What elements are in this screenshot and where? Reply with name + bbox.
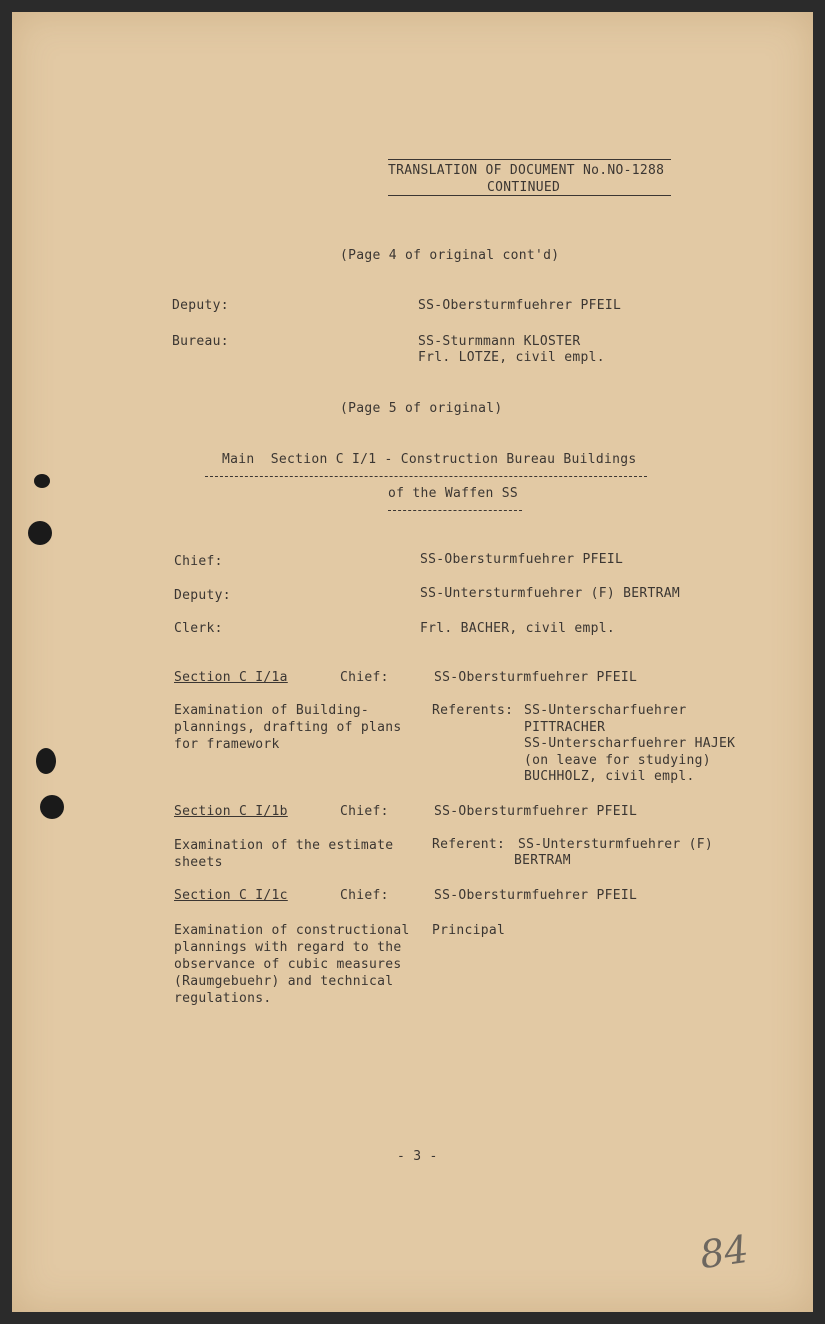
deputy-value: SS-Untersturmfuehrer (F) BERTRAM (420, 586, 681, 601)
document-page (12, 12, 813, 1312)
subsection-desc: (Raumgebuehr) and technical (174, 974, 394, 989)
subsection-desc: Examination of constructional (174, 923, 410, 938)
page-number: - 3 - (397, 1149, 438, 1164)
referent-line: SS-Unterscharfuehrer HAJEK (524, 736, 736, 751)
subsection-desc: for framework (174, 737, 280, 752)
subsection-name: Section C I/1a (174, 670, 288, 685)
page-note: (Page 4 of original cont'd) (340, 248, 560, 263)
bureau-label: Bureau: (172, 334, 229, 349)
subsection-chief-value: SS-Obersturmfuehrer PFEIL (434, 670, 638, 685)
subsection-name: Section C I/1b (174, 804, 288, 819)
subsection-desc: regulations. (174, 991, 272, 1006)
referent-label: Referent: (432, 837, 506, 852)
subsection-chief-value: SS-Obersturmfuehrer PFEIL (434, 888, 638, 903)
subsection-name: Section C I/1c (174, 888, 288, 903)
document-subtitle: CONTINUED (487, 180, 561, 195)
subsection-desc: Examination of the estimate (174, 838, 394, 853)
bureau-value: SS-Sturmmann KLOSTER (418, 334, 581, 349)
subsection-desc: plannings with regard to the (174, 940, 402, 955)
subsection-chief-value: SS-Obersturmfuehrer PFEIL (434, 804, 638, 819)
punch-hole (40, 795, 64, 819)
referents-label: Referents: (432, 703, 514, 718)
subsection-desc: plannings, drafting of plans (174, 720, 402, 735)
clerk-label: Clerk: (174, 621, 223, 636)
subsection-desc: sheets (174, 855, 223, 870)
referent-line: BERTRAM (514, 853, 571, 868)
punch-hole (36, 748, 56, 774)
subsection-chief-label: Chief: (340, 804, 389, 819)
clerk-value: Frl. BACHER, civil empl. (420, 621, 616, 636)
punch-hole (28, 521, 52, 545)
deputy-value: SS-Obersturmfuehrer PFEIL (418, 298, 622, 313)
subsection-chief-label: Chief: (340, 888, 389, 903)
referent-line: SS-Unterscharfuehrer (524, 703, 687, 718)
header-bottom-rule (388, 195, 671, 196)
subsection-chief-label: Chief: (340, 670, 389, 685)
referent-line: PITTRACHER (524, 720, 606, 735)
section-subtitle-rule (388, 510, 522, 511)
subsection-desc: observance of cubic measures (174, 957, 402, 972)
page-note: (Page 5 of original) (340, 401, 503, 416)
header-top-rule (388, 159, 671, 160)
punch-hole (34, 474, 50, 488)
deputy-label: Deputy: (172, 298, 229, 313)
principal-label: Principal (432, 923, 506, 938)
bureau-value: Frl. LOTZE, civil empl. (418, 350, 605, 365)
chief-label: Chief: (174, 554, 223, 569)
chief-value: SS-Obersturmfuehrer PFEIL (420, 552, 624, 567)
section-title-rule (205, 476, 647, 477)
referent-line: (on leave for studying) (524, 753, 711, 768)
deputy-label: Deputy: (174, 588, 231, 603)
referent-line: BUCHHOLZ, civil empl. (524, 769, 695, 784)
section-title: Main Section C I/1 - Construction Bureau Buildings (222, 452, 637, 467)
section-subtitle: of the Waffen SS (388, 486, 519, 501)
handwritten-page-number: 84 (697, 1226, 752, 1278)
subsection-desc: Examination of Building- (174, 703, 370, 718)
document-title: TRANSLATION OF DOCUMENT No.NO-1288 (388, 163, 665, 178)
referent-line: SS-Untersturmfuehrer (F) (518, 837, 714, 852)
